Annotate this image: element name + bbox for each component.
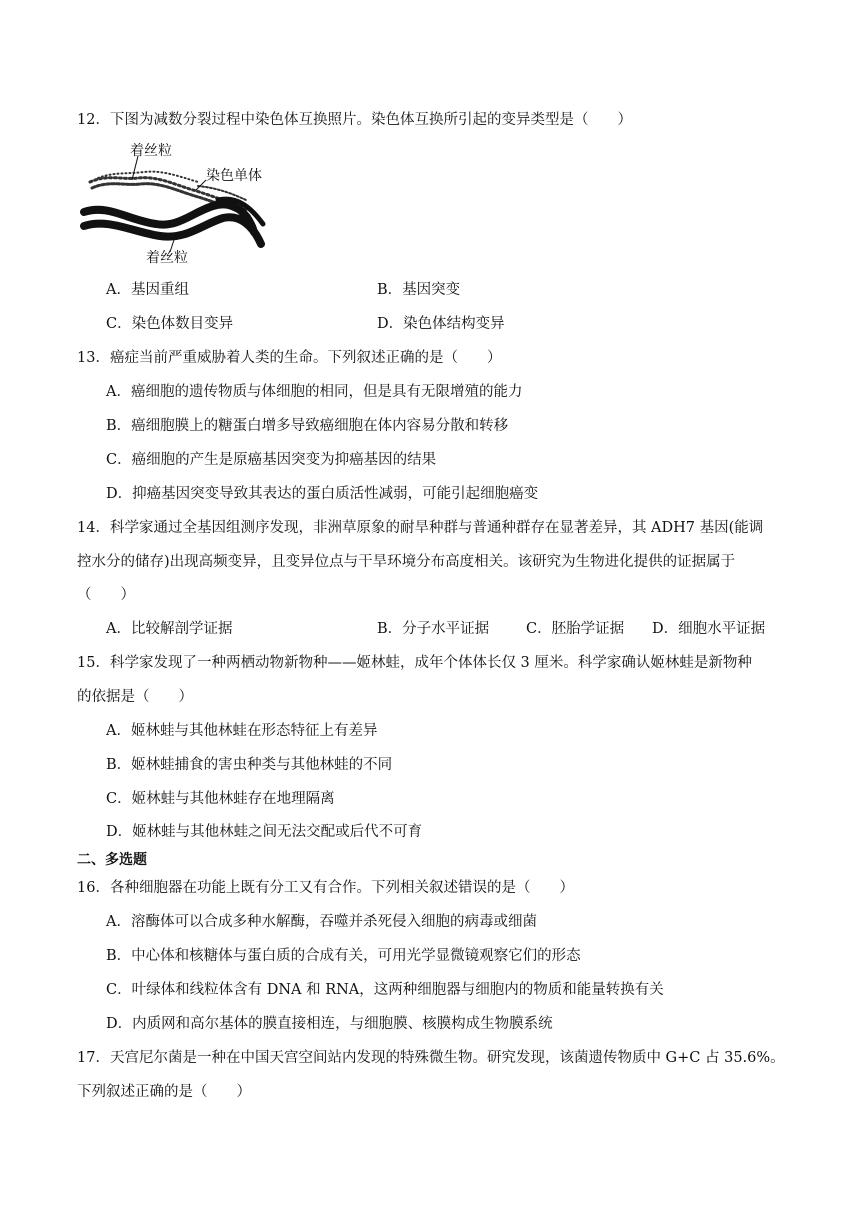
q14-option-d: D．细胞水平证据: [652, 621, 766, 637]
q12-option-b: B．基因突变: [377, 282, 461, 298]
q17-stem-line2: 下列叙述正确的是（ ）: [77, 1084, 251, 1100]
q13-option-d: D．抑癌基因突变导致其表达的蛋白质活性减弱，可能引起细胞癌变: [106, 486, 539, 502]
q16-option-d: D．内质网和高尔基体的膜直接相连，与细胞膜、核膜构成生物膜系统: [106, 1016, 553, 1032]
q12-option-a: A．基因重组: [106, 282, 189, 298]
q15-option-d: D．姬林蛙与其他林蛙之间无法交配或后代不可育: [106, 824, 423, 840]
q13-option-b: B．癌细胞膜上的糖蛋白增多导致癌细胞在体内容易分散和转移: [106, 418, 509, 434]
chromosome-crossover-image: [78, 140, 278, 268]
q14-option-a: A．比较解剖学证据: [106, 621, 233, 637]
q16-option-b: B．中心体和核糖体与蛋白质的合成有关，可用光学显微镜观察它们的形态: [106, 948, 581, 964]
q17-stem-line1: 17．天宫尼尔菌是一种在中国天宫空间站内发现的特殊微生物。研究发现，该菌遗传物质中 G+C 占 35.6%。: [77, 1050, 785, 1066]
q14-option-c: C．胚胎学证据: [526, 621, 625, 637]
q13-stem: 13．癌症当前严重威胁着人类的生命。下列叙述正确的是（ ）: [77, 350, 502, 366]
section-heading-multiple-choice: 二、多选题: [77, 852, 147, 868]
q12-option-d: D．染色体结构变异: [377, 316, 505, 332]
q16-option-c: C．叶绿体和线粒体含有 DNA 和 RNA，这两种细胞器与细胞内的物质和能量转换有关: [106, 982, 664, 998]
q14-option-b: B．分子水平证据: [377, 621, 490, 637]
q15-stem-line1: 15．科学家发现了一种两栖动物新物种——姬林蛙，成年个体体长仅 3 厘米。科学家确认姬林蛙是新物种: [77, 655, 752, 671]
q14-stem-line3: （ ）: [77, 587, 135, 603]
label-centromere-top: 着丝粒: [130, 143, 172, 159]
q13-option-c: C．癌细胞的产生是原癌基因突变为抑癌基因的结果: [106, 452, 437, 468]
q12-option-c: C．染色体数目变异: [106, 316, 234, 332]
label-chromatid: 染色单体: [206, 168, 262, 184]
q16-option-a: A．溶酶体可以合成多种水解酶，吞噬并杀死侵入细胞的病毒或细菌: [106, 914, 537, 930]
q14-stem-line2: 控水分的储存)出现高频变异，且变异位点与干旱环境分布高度相关。该研究为生物进化提供的证据属于: [77, 554, 736, 570]
q15-stem-line2: 的依据是（ ）: [77, 689, 193, 705]
q14-stem-line1: 14．科学家通过全基因组测序发现，非洲草原象的耐旱种群与普通种群存在显著差异，其 ADH7 基因(能调: [77, 520, 764, 536]
q13-option-a: A．癌细胞的遗传物质与体细胞的相同，但是具有无限增殖的能力: [106, 384, 523, 400]
q15-option-b: B．姬林蛙捕食的害虫种类与其他林蛙的不同: [106, 757, 393, 773]
q12-stem: 12．下图为减数分裂过程中染色体互换照片。染色体互换所引起的变异类型是（ ）: [77, 112, 632, 128]
q16-stem: 16．各种细胞器在功能上既有分工又有合作。下列相关叙述错误的是（ ）: [77, 880, 574, 896]
label-centromere-bottom: 着丝粒: [146, 250, 188, 266]
q15-option-a: A．姬林蛙与其他林蛙在形态特征上有差异: [106, 723, 378, 739]
q15-option-c: C．姬林蛙与其他林蛙存在地理隔离: [106, 791, 335, 807]
chromosome-crossover-figure: [78, 140, 278, 268]
